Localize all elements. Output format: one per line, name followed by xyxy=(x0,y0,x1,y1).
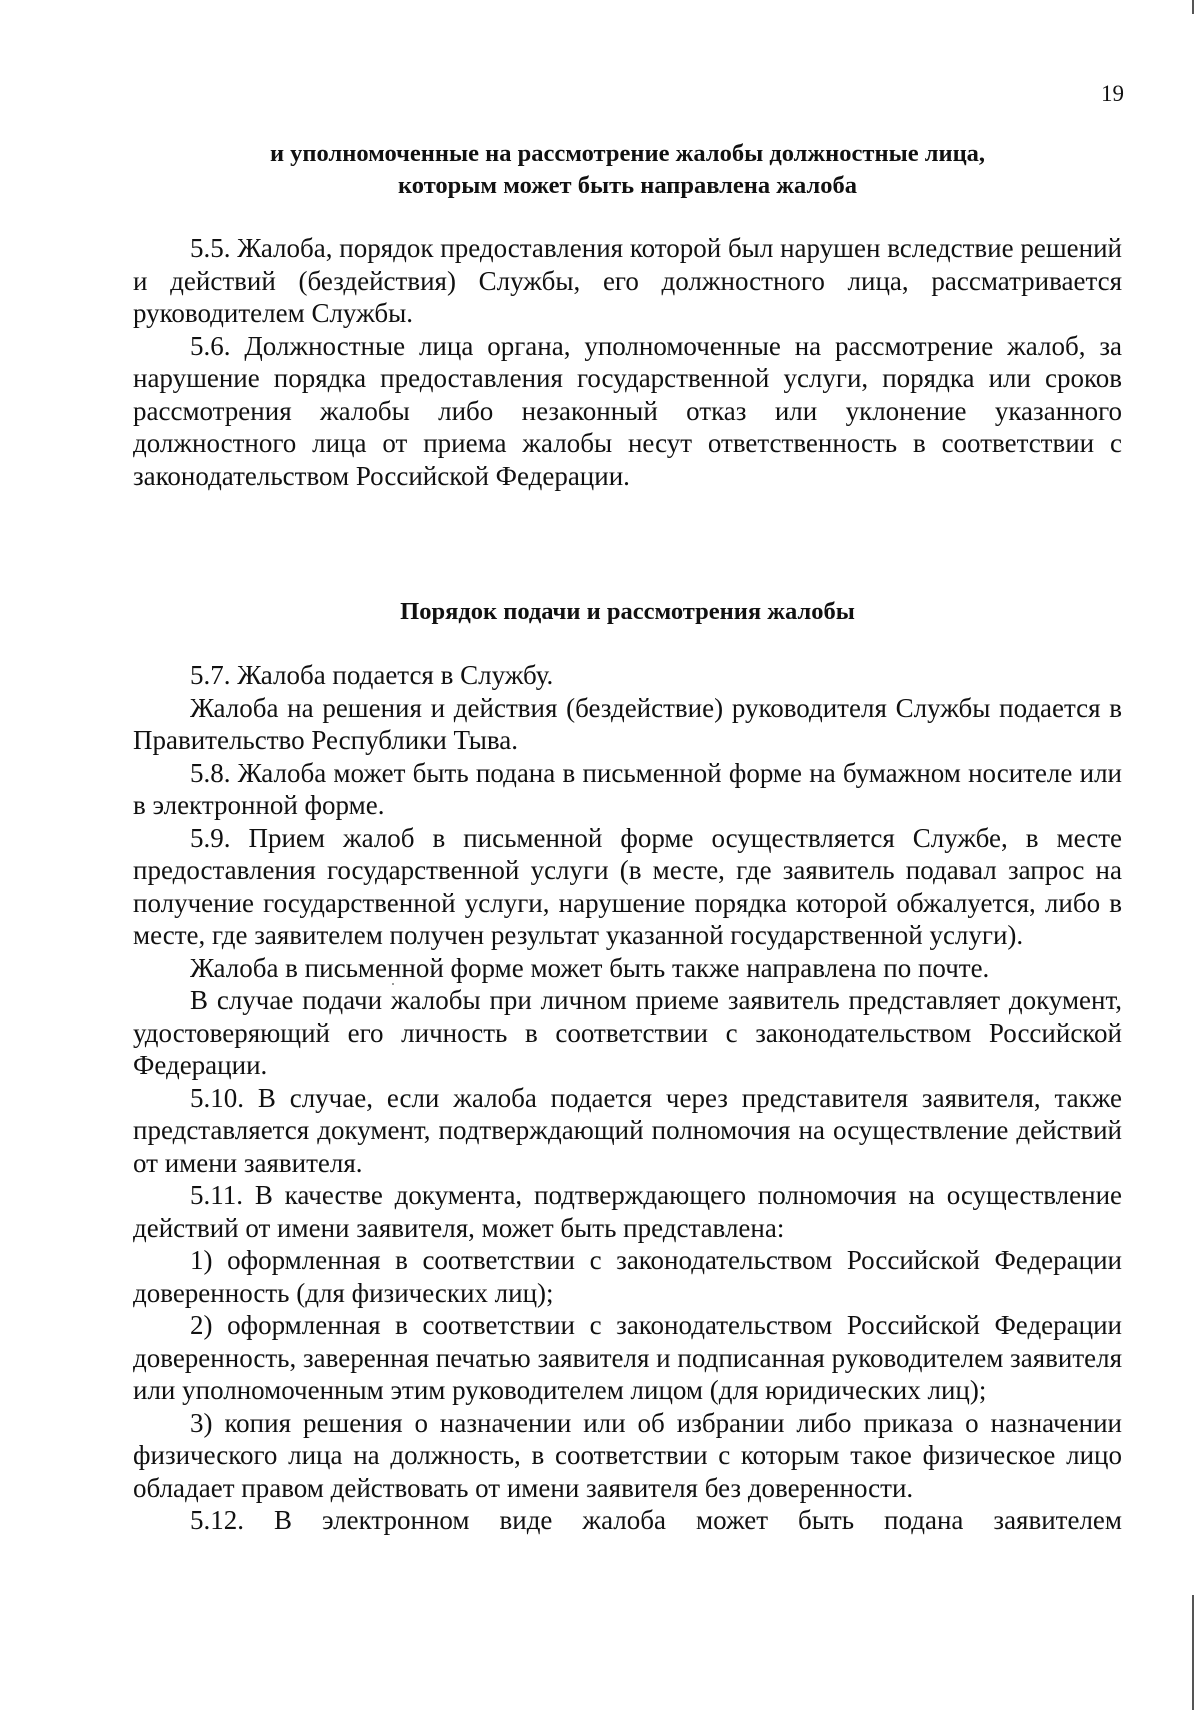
paragraph-5-7: 5.7. Жалоба подается в Службу. xyxy=(190,660,554,690)
paragraph-5-5: 5.5. Жалоба, порядок предоставления которой был нарушен вследствие решений и действий (бездействия) Службы, его должностного лица, рассматривается руководителем Службы. xyxy=(133,233,1122,328)
scan-edge-mark xyxy=(1192,1595,1194,1710)
paragraph-5-11: 5.11. В качестве документа, подтверждающего полномочия на осуществление действий от имени заявителя, может быть представлена: xyxy=(133,1180,1122,1243)
paragraph-5-10: 5.10. В случае, если жалоба подается через представителя заявителя, также представляется документ, подтверждающий полномочия на осуществление действий от имени заявителя. xyxy=(133,1082,1122,1178)
paragraph-5-9: 5.9. Прием жалоб в письменной форме осуществляется Службе, в месте предоставления государственной услуги (в месте, где заявитель подавал запрос на получение государственной услуги, нарушение порядка которой обжалуется, либо в месте, где заявителем получен результат указанной государственной услуги). xyxy=(133,822,1122,950)
section-heading-line: и уполномоченные на рассмотрение жалобы должностные лица, xyxy=(269,140,986,167)
paragraph: В случае подачи жалобы при личном приеме заявитель представляет документ, удостоверяющий его личность в соответствии с законодательством Российской Федерации. xyxy=(133,985,1122,1080)
paragraph: Жалоба на решения и действия (бездействие) руководителя Службы подается в Правительство Республики Тыва. xyxy=(133,692,1122,755)
list-item: 3) копия решения о назначении или об избрании либо приказа о назначении физического лица на должность, в соответствии с которым такое физическое лицо обладает правом действовать от имени заявителя без доверенности. xyxy=(133,1407,1122,1503)
list-item: 1) оформленная в соответствии с законодательством Российской Федерации доверенность (для физических лиц); xyxy=(133,1245,1122,1308)
paragraph-5-8: 5.8. Жалоба может быть подана в письменной форме на бумажном носителе или в электронной форме. xyxy=(133,757,1122,820)
paragraph-5-6: 5.6. Должностные лица органа, уполномоченные на рассмотрение жалоб, за нарушение порядка предоставления государственной услуги, порядка или сроков рассмотрения жалобы либо незаконный отказ или уклонение указанного должностного лица от приема жалобы несут ответственность в соответствии с законодательством Российской Федерации. xyxy=(133,330,1122,491)
list-item: 2) оформленная в соответствии с законодательством Российской Федерации доверенность, заверенная печатью заявителя и подписанная руководителем заявителя или уполномоченным этим руководителем лицом (для юридических лиц); xyxy=(133,1310,1122,1405)
page-number: 19 xyxy=(1101,81,1124,106)
paragraph-5-12: 5.12. В электронном виде жалоба может быть подана заявителем xyxy=(190,1505,1122,1535)
paragraph: Жалоба в письменной форме может быть также направлена по почте. xyxy=(190,952,990,983)
section-heading-line: которым может быть направлена жалоба xyxy=(397,172,857,199)
section-body xyxy=(133,232,1122,492)
section-heading xyxy=(133,138,1122,202)
section-heading: Порядок подачи и рассмотрения жалобы xyxy=(400,598,855,625)
scan-edge-mark xyxy=(1192,0,1194,14)
section-body xyxy=(133,659,1122,1537)
